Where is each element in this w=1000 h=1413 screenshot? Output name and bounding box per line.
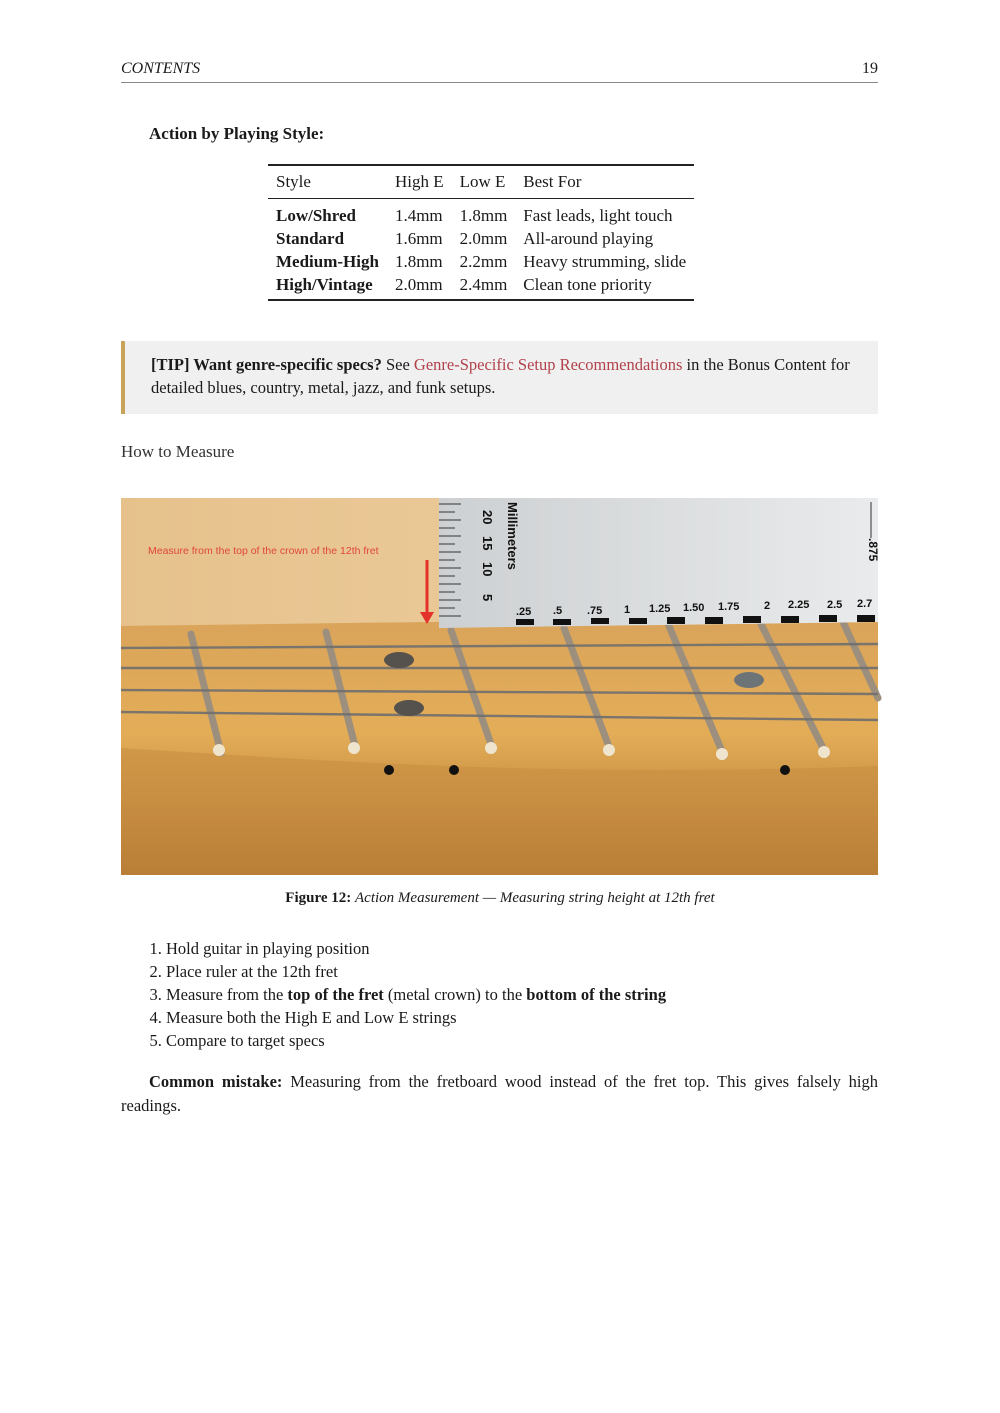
action-measurement-photo — [121, 498, 878, 875]
step-3-bold-1: top of the fret — [287, 985, 384, 1004]
table-row — [268, 250, 694, 273]
list-item: 1. Hold guitar in playing position — [166, 937, 666, 960]
col-best-for-header: Best For — [515, 165, 694, 199]
ruler-inch-tick: 2.7 — [857, 598, 873, 610]
common-mistake-text: Measuring from the fretboard wood instead of the fret top. This gives falsely high readings. — [121, 1072, 879, 1115]
col-style-header: Style — [268, 165, 387, 199]
table-row — [268, 227, 694, 250]
how-to-measure-heading: How to Measure — [121, 442, 235, 461]
best-for-cell: Fast leads, light touch — [523, 206, 673, 225]
ruler-inch-tick: .25 — [516, 606, 532, 618]
style-cell: High/Vintage — [276, 275, 373, 294]
step-3-mid: (metal crown) to the — [383, 985, 527, 1004]
high-e-cell: 1.4mm — [394, 206, 443, 225]
step-3-bold-2: bottom of the string — [526, 985, 667, 1004]
genre-setup-link[interactable]: Genre-Specific Setup Recommendations — [413, 355, 683, 374]
common-mistake-lead: Common mistake: — [149, 1072, 283, 1091]
ruler-millimeters-label: Millimeters — [505, 502, 520, 570]
ruler-inch-tick: 1.50 — [683, 602, 705, 614]
list-item — [166, 983, 666, 1006]
ruler-inch-tick: 1 — [624, 604, 631, 616]
ruler-inch-tick: 2.5 — [827, 599, 843, 611]
list-item: 2. Place ruler at the 12th fret — [166, 960, 666, 983]
tip-callout — [121, 341, 878, 414]
high-e-cell: 1.6mm — [394, 229, 443, 248]
low-e-cell: 1.8mm — [459, 206, 508, 225]
tip-text — [151, 353, 866, 399]
step-3-pre: Measure from the — [166, 985, 288, 1004]
list-item: 4. Measure both the High E and Low E strings — [166, 1006, 666, 1029]
best-for-cell: Clean tone priority — [523, 275, 652, 294]
style-cell: Standard — [276, 229, 345, 248]
list-item: 5. Compare to target specs — [166, 1029, 666, 1052]
ruler-inch-tick: 1.25 — [649, 603, 671, 615]
ruler-mm-tick-15: 15 — [480, 536, 495, 551]
action-by-style-heading: Action by Playing Style: — [149, 124, 325, 143]
col-high-e-header: High E — [387, 165, 452, 199]
table-header-row — [268, 165, 694, 199]
low-e-cell: 2.4mm — [459, 275, 508, 294]
figure-caption-label: Figure 12: — [285, 890, 352, 906]
running-header — [121, 60, 878, 83]
figure-caption — [0, 890, 1000, 907]
ruler-mm-tick-5: 5 — [480, 594, 495, 602]
ruler-inch-tick: 2 — [764, 600, 771, 612]
table-row — [268, 199, 694, 228]
header-section-title: CONTENTS — [121, 60, 201, 77]
low-e-cell: 2.0mm — [459, 229, 508, 248]
figure-caption-text: Action Measurement — Measuring string height at 12th fret — [355, 890, 715, 906]
ruler-mm-tick-10: 10 — [480, 562, 495, 577]
high-e-cell: 2.0mm — [394, 275, 443, 294]
ruler-inch-tick: .75 — [587, 605, 603, 617]
ruler-side-label: .875 — [866, 538, 880, 562]
best-for-cell: All-around playing — [523, 229, 654, 248]
style-cell: Low/Shred — [276, 206, 356, 225]
col-low-e-header: Low E — [452, 165, 516, 199]
tip-lead: [TIP] Want genre-specific specs? — [151, 355, 382, 374]
table-row — [268, 273, 694, 300]
high-e-cell: 1.8mm — [394, 252, 443, 271]
measurement-steps-list — [140, 937, 666, 1052]
ruler-inch-tick: 1.75 — [718, 601, 740, 613]
ruler-mm-tick-20: 20 — [480, 510, 495, 525]
action-spec-table — [268, 164, 694, 301]
tip-before-link: See — [381, 355, 414, 374]
common-mistake-paragraph — [121, 1070, 878, 1118]
tip-after-link: in the Bonus Content for detailed blues, country, metal, jazz, and funk setups. — [151, 355, 850, 397]
page-number: 19 — [862, 60, 878, 77]
figure-annotation: Measure from the top of the crown of the 12th fret — [148, 545, 379, 557]
ruler-inch-tick: 2.25 — [788, 599, 810, 611]
ruler-inch-tick: .5 — [553, 605, 563, 617]
low-e-cell: 2.2mm — [459, 252, 508, 271]
best-for-cell: Heavy strumming, slide — [523, 252, 687, 271]
style-cell: Medium-High — [276, 252, 379, 271]
